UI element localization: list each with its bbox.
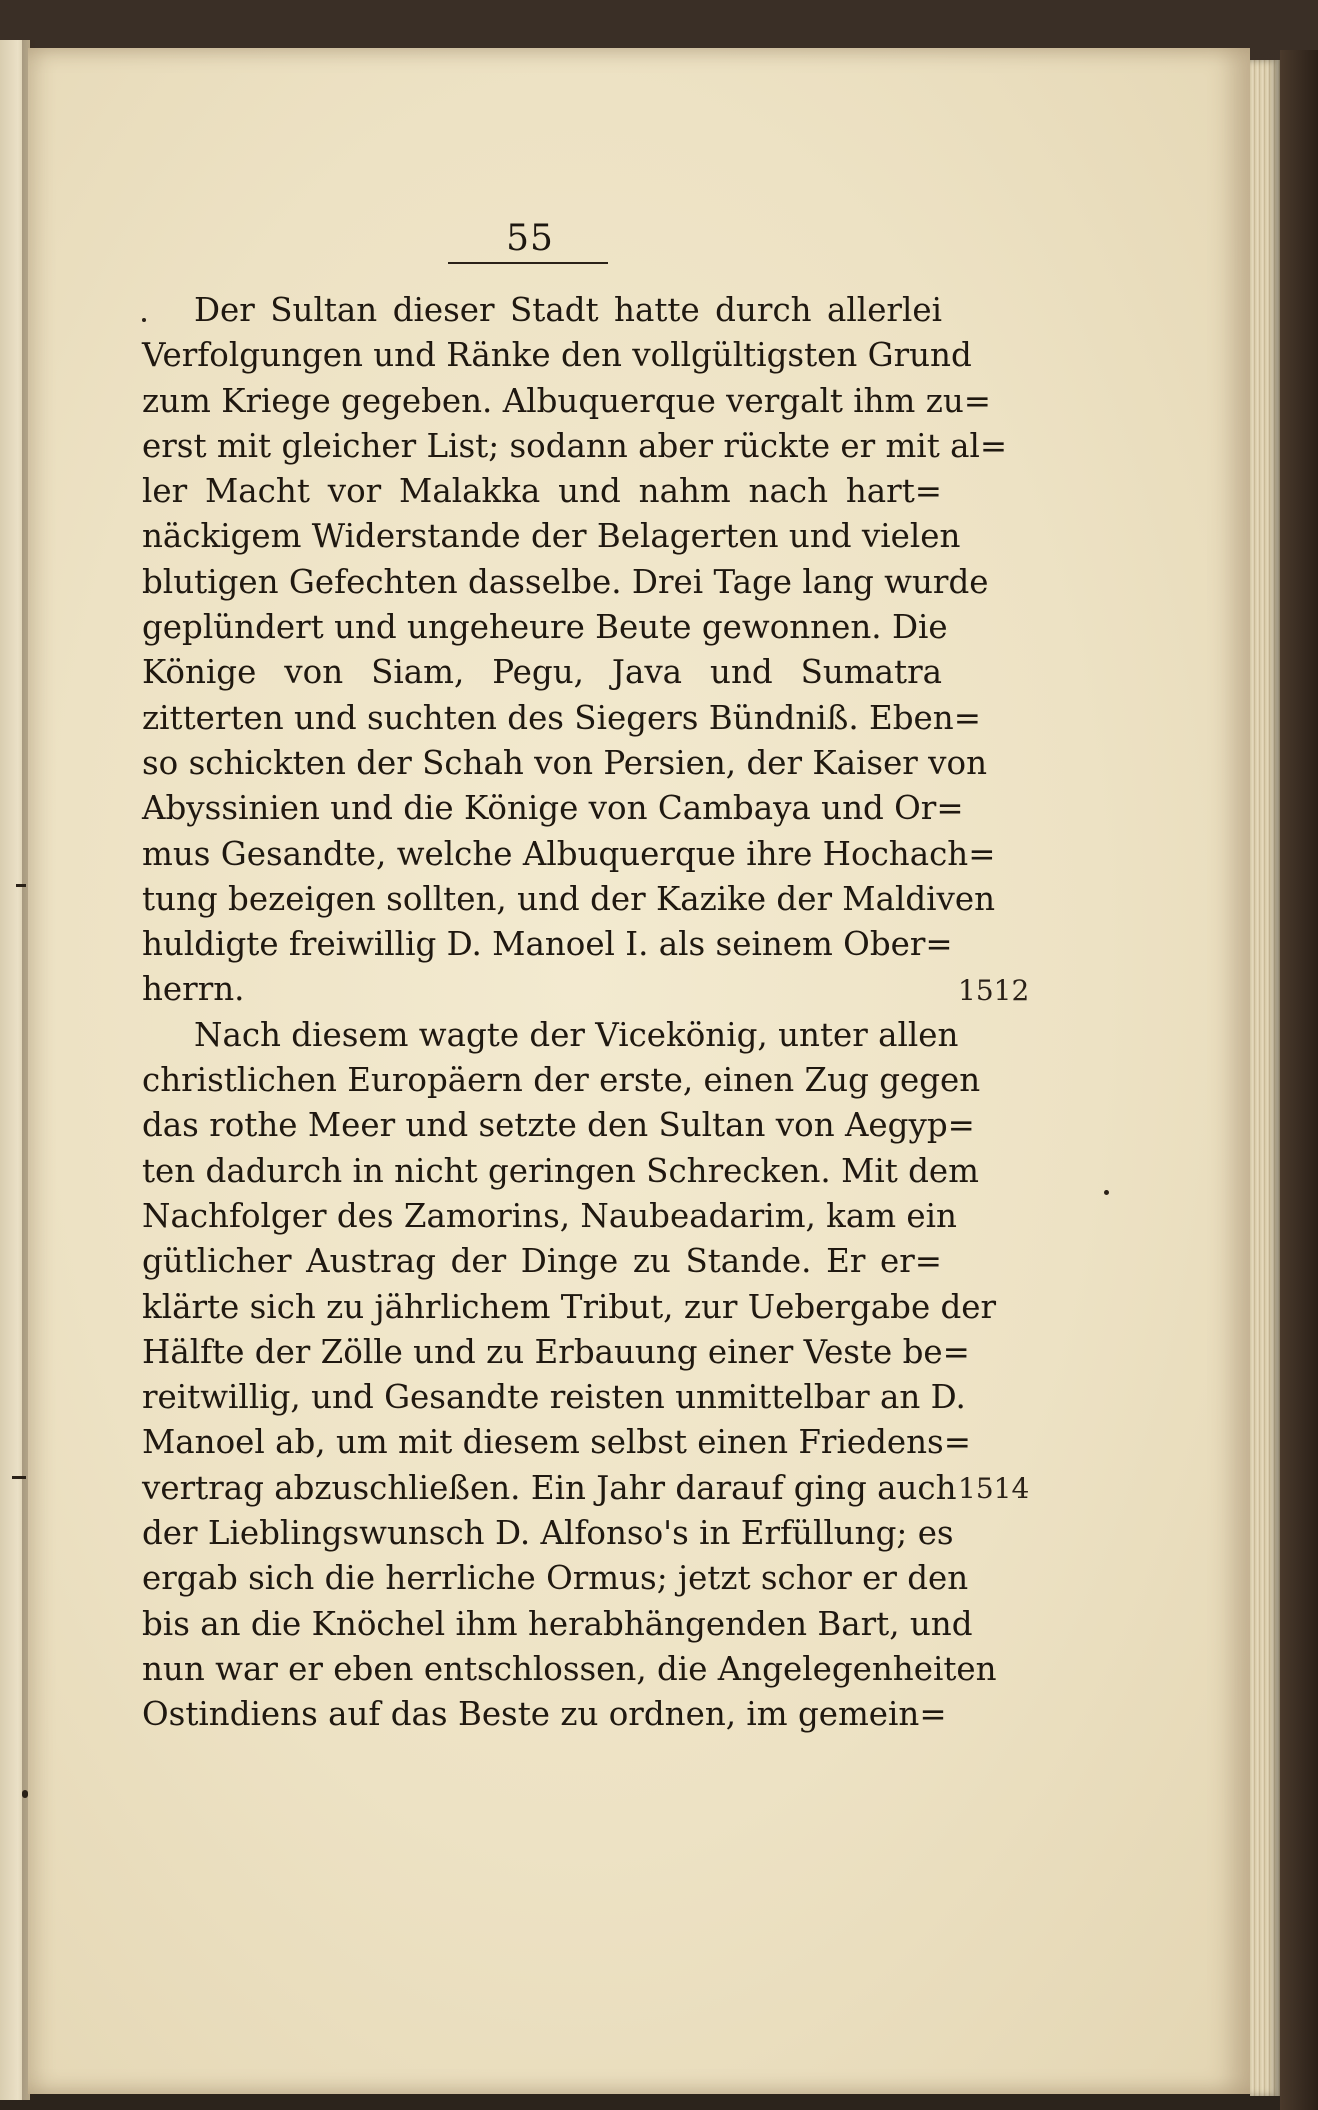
ink-speck	[1104, 1190, 1109, 1195]
margin-year-note: 1512	[958, 973, 1030, 1007]
page-stack-edge	[1250, 60, 1280, 2096]
text-line: klärte sich zu jährlichem Tribut, zur Uebergabe der	[142, 1287, 997, 1326]
page-number: 55	[506, 218, 554, 259]
text-line: Abyssinien und die Könige von Cambaya und Or=	[142, 789, 964, 828]
text-line: reitwillig, und Gesandte reisten unmittelbar an D.	[142, 1378, 966, 1417]
text-line: ergab sich die herrliche Ormus; jetzt schor er den	[142, 1559, 969, 1598]
ink-speck	[16, 884, 26, 887]
ink-speck	[142, 318, 146, 322]
text-line: huldigte freiwillig D. Manoel I. als seinem Ober=	[142, 925, 953, 964]
text-line: erst mit gleicher List; sodann aber rückte er mit al=	[142, 426, 1008, 465]
margin-year-note: 1514	[958, 1471, 1030, 1505]
text-line: tung bezeigen sollten, und der Kazike der Maldiven	[142, 879, 996, 918]
text-line: Nach diesem wagte der Vicekönig, unter allen	[194, 1015, 959, 1054]
text-line: herrn.	[142, 970, 245, 1009]
text-line: der Lieblingswunsch D. Alfonso's in Erfüllung; es	[142, 1514, 954, 1553]
text-line: Hälfte der Zölle und zu Erbauung einer Veste be=	[142, 1332, 970, 1371]
header-rule	[448, 262, 608, 264]
text-line: geplündert und ungeheure Beute gewonnen. Die	[142, 608, 948, 647]
text-line: Verfolgungen und Ränke den vollgültigsten Grund	[142, 336, 972, 375]
book-cover-edge	[1280, 50, 1318, 2110]
text-line: christlichen Europäern der erste, einen Zug gegen	[142, 1061, 981, 1100]
text-line: blutigen Gefechten dasselbe. Drei Tage lang wurde	[142, 562, 989, 601]
text-line: so schickten der Schah von Persien, der Kaiser von	[142, 743, 988, 782]
text-line: zum Kriege gegeben. Albuquerque vergalt ihm zu=	[142, 381, 991, 420]
text-line: ler Macht vor Malakka und nahm nach hart=	[142, 472, 942, 511]
text-line: Manoel ab, um mit diesem selbst einen Friedens=	[142, 1423, 971, 1462]
text-line: näckigem Widerstande der Belagerten und vielen	[142, 517, 961, 556]
text-line: Könige von Siam, Pegu, Java und Sumatra	[142, 653, 942, 692]
text-line: Nachfolger des Zamorins, Naubeadarim, kam ein	[142, 1196, 957, 1235]
text-line: mus Gesandte, welche Albuquerque ihre Hochach=	[142, 834, 996, 873]
text-line: das rothe Meer und setzte den Sultan von Aegyp=	[142, 1106, 975, 1145]
text-line: bis an die Knöchel ihm herabhängenden Bart, und	[142, 1604, 973, 1643]
text-line: Der Sultan dieser Stadt hatte durch allerlei	[194, 291, 942, 329]
text-line: Ostindiens auf das Beste zu ordnen, im gemein=	[142, 1695, 947, 1734]
text-line: zitterten und suchten des Siegers Bündniß. Eben=	[142, 698, 981, 737]
text-line: vertrag abzuschließen. Ein Jahr darauf ging auch	[142, 1468, 957, 1507]
ink-speck	[12, 1476, 26, 1479]
text-line: nun war er eben entschlossen, die Angelegenheiten	[142, 1649, 997, 1688]
text-line: gütlicher Austrag der Dinge zu Stande. Er er=	[142, 1242, 942, 1281]
text-line: ten dadurch in nicht geringen Schrecken. Mit dem	[142, 1151, 979, 1190]
ink-speck	[22, 1790, 28, 1798]
